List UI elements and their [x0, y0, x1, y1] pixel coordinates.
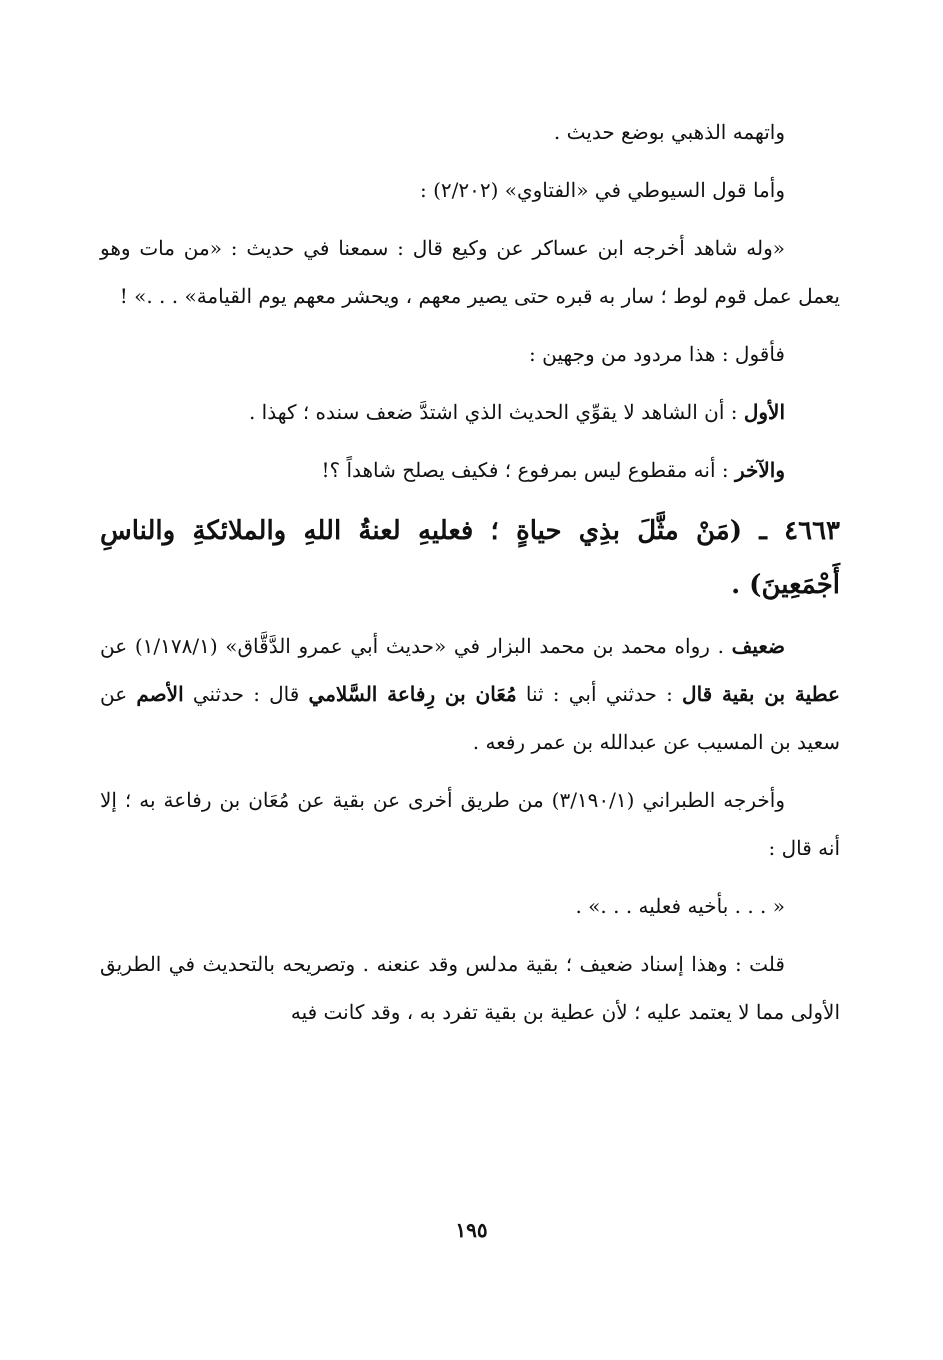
page-number: ١٩٥	[455, 1218, 488, 1242]
paragraph-10: قلت : وهذا إسناد ضعيف ؛ بقية مدلس وقد عنعنه . وتصريحه بالتحديث في الطريق الأولى مما لا يعتمد عليه ؛ لأن عطية بن بقية تفرد به ، وقد كانت فيه	[100, 952, 840, 1024]
paragraph-4: فأقول : هذا مردود من وجهين :	[529, 342, 785, 366]
hadith-heading: ٤٦٦٣ ـ (مَنْ مثَّلَ بذِي حياةٍ ؛ فعليهِ لعنةُ اللهِ والملائكةِ والناسِ أَجْمَعِينَ) .	[100, 516, 840, 600]
grading-text-a: . رواه محمد بن محمد البزار في «حديث أبي عمرو الدَّقَّاق» (١/١٧٨/١) عن	[100, 634, 732, 658]
point-second	[100, 446, 840, 494]
grading-text-b: : حدثني أبي : ثنا	[516, 682, 683, 706]
grading-label: ضعيف	[731, 634, 785, 658]
page-body	[100, 108, 840, 1046]
paragraph-8: وأخرجه الطبراني (٣/١٩٠/١) من طريق أخرى عن بقية عن مُعَان بن رفاعة به ؛ إلا أنه قال :	[100, 788, 840, 860]
grading-narrator-c: الأصم	[136, 682, 184, 706]
grading-paragraph	[100, 622, 840, 766]
paragraph-9: « . . . بأخيه فعليه . . .» .	[575, 894, 785, 918]
point-first-label: الأول	[743, 400, 785, 424]
point-second-text: : أنه مقطوع ليس بمرفوع ؛ فكيف يصلح شاهداً ؟!	[321, 458, 735, 482]
grading-narrator-a: عطية بن بقية قال	[682, 682, 840, 706]
grading-narrator-b: مُعَان بن رِفاعة السَّلامي	[308, 682, 517, 706]
paragraph-1: واتهمه الذهبي بوضع حديث .	[553, 120, 785, 144]
point-first	[100, 388, 840, 436]
grading-text-d: عن سعيد بن المسيب عن عبدالله بن عمر رفعه .	[100, 682, 840, 754]
point-second-label: والآخر	[734, 458, 785, 482]
point-first-text: : أن الشاهد لا يقوِّي الحديث الذي اشتدَّ ضعف سنده ؛ كهذا .	[248, 400, 744, 424]
quote-paragraph: «وله شاهد أخرجه ابن عساكر عن وكيع قال : سمعنا في حديث : «من مات وهو يعمل عمل قوم لوط ؛ سار به قبره حتى يصير معهم ، ويحشر معهم يوم القيامة» . . .» !	[100, 236, 840, 308]
paragraph-2: وأما قول السيوطي في «الفتاوي» (٢/٢٠٢) :	[419, 178, 785, 202]
grading-text-c: قال : حدثني	[183, 682, 309, 706]
